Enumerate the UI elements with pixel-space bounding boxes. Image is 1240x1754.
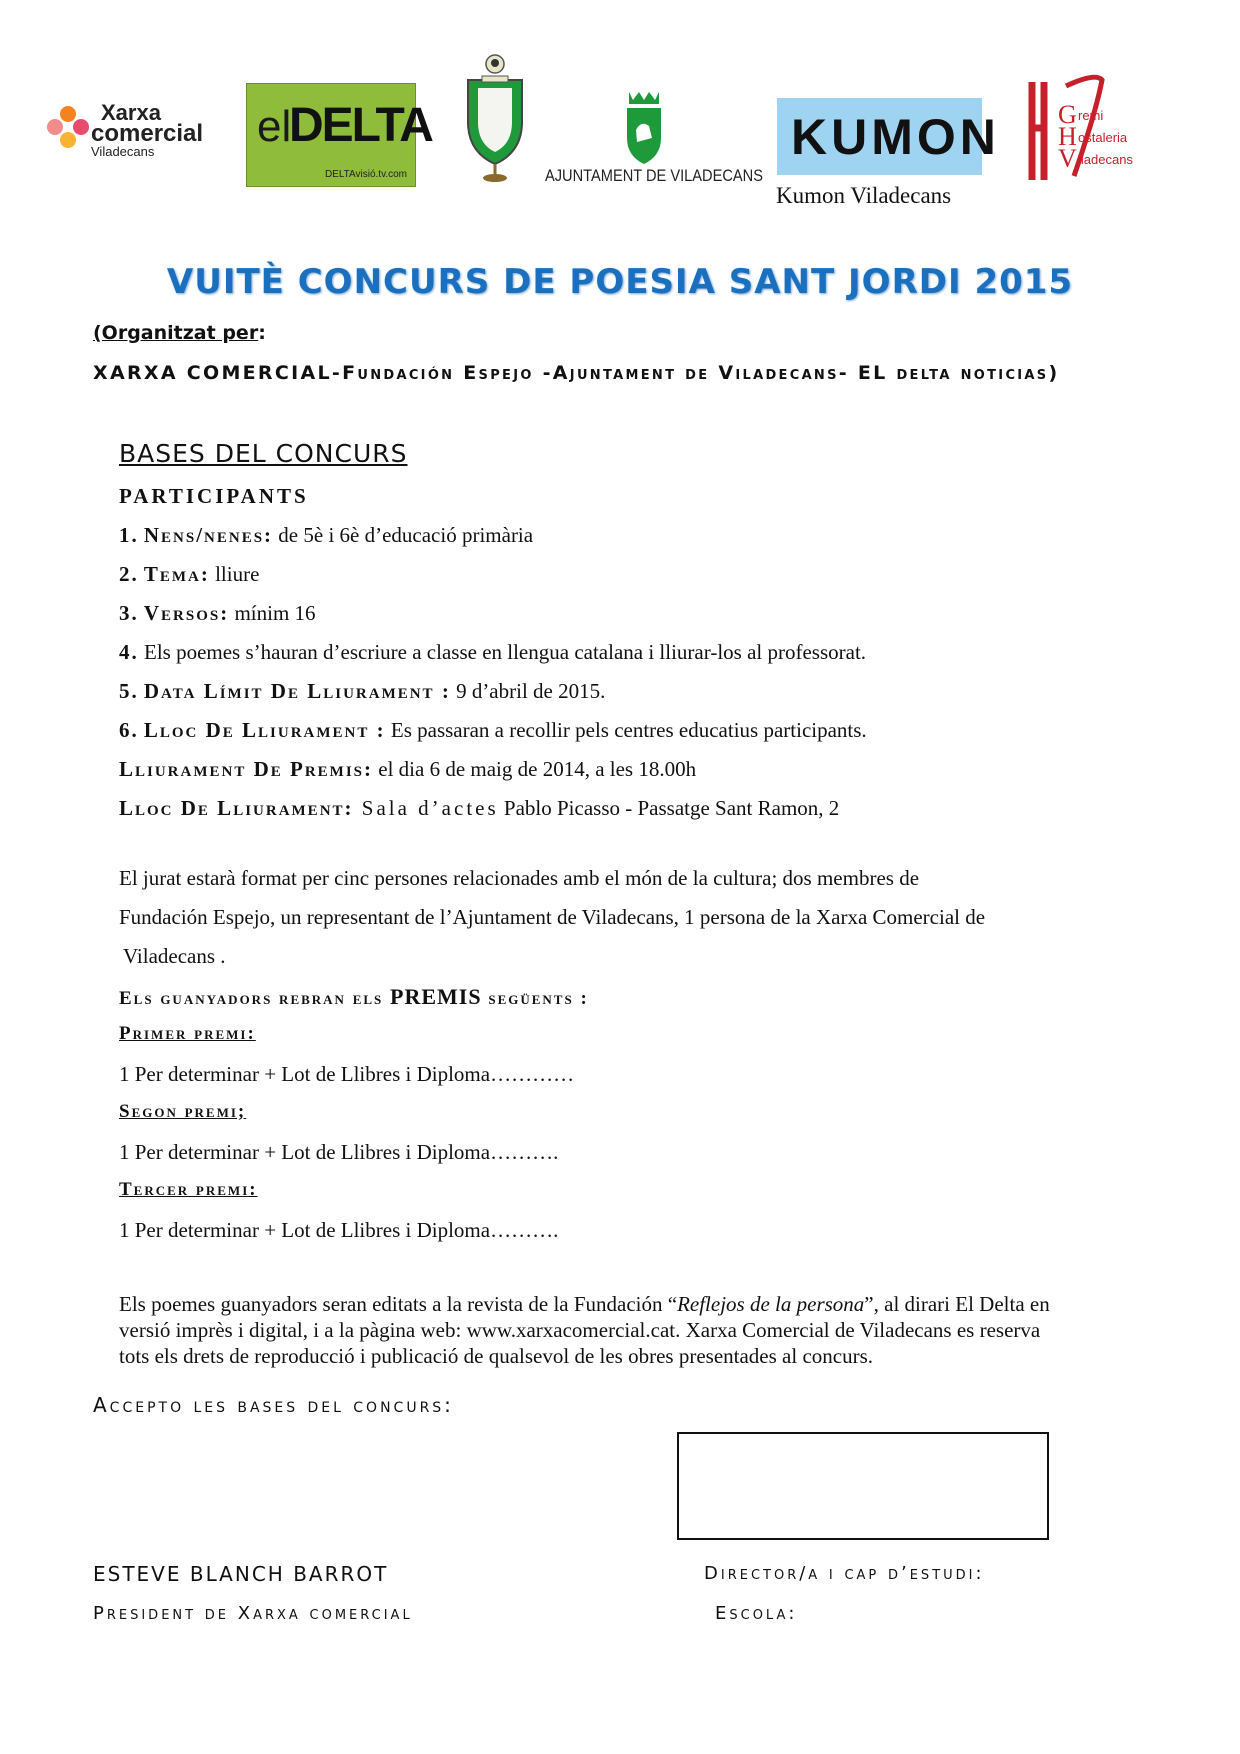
- xarxa-line1: Xarxa: [101, 100, 161, 125]
- winners-heading: [119, 984, 589, 1010]
- kumon-text: KUMON: [791, 109, 1000, 165]
- prize-3-text: 1 Per determinar + Lot de Llibres i Diploma……….: [119, 1218, 559, 1242]
- winners-b: PREMIS: [390, 984, 482, 1009]
- item-text: Els poemes s’hauran d’escriure a classe en llengua catalana i lliurar-los al professorat.: [138, 640, 867, 664]
- kumon-logo: [777, 98, 1000, 175]
- place-delivery-spaced: Sala d’actes: [353, 796, 499, 820]
- item-3: [119, 601, 316, 626]
- prize-2-label: Segon premi;: [119, 1101, 247, 1122]
- gremi-g: G: [1058, 100, 1077, 129]
- jury-line-2: Fundación Espejo, un representant de l’Ajuntament de Viladecans, 1 persona de la Xarxa Comercial de: [119, 905, 986, 929]
- xarxa-comercial-logo: [45, 100, 225, 160]
- item-num: 5.: [119, 679, 139, 703]
- signatory-name: ESTEVE BLANCH BARROT: [93, 1562, 389, 1586]
- closing-b: Reflejos de la persona: [677, 1292, 865, 1316]
- page-title: VUITÈ CONCURS DE POESIA SANT JORDI 2015: [166, 262, 1074, 302]
- ajuntament-logo: [540, 88, 763, 188]
- organized-by: [93, 322, 266, 344]
- organizers-line: XARXA COMERCIAL-Fundación Espejo -Ajuntament de Viladecans- EL delta noticias): [93, 362, 1060, 384]
- item-label: Tema:: [143, 562, 210, 586]
- kumon-caption: Kumon Viladecans: [776, 183, 952, 208]
- prize-3-label: Tercer premi:: [119, 1179, 258, 1200]
- item-label: Nens/nenes:: [143, 523, 274, 547]
- xarxa-flower-icon: [45, 104, 91, 150]
- gremi-l2: ostaleria: [1078, 130, 1128, 145]
- jury-line-1: El jurat estarà format per cinc persones relacionades amb el món de la cultura; dos membres de: [119, 866, 920, 890]
- place-delivery-text: Pablo Picasso - Passatge Sant Ramon, 2: [498, 796, 840, 820]
- el-delta-sub: DELTAvisió.tv.com: [324, 169, 407, 180]
- item-num: 1.: [119, 523, 139, 547]
- el-delta-logo: [246, 83, 432, 187]
- prize-1-text: 1 Per determinar + Lot de Llibres i Diploma…………: [119, 1062, 575, 1086]
- item-num: 4.: [119, 640, 139, 664]
- item-label: Versos:: [143, 601, 230, 625]
- ajuntament-crest-icon: [619, 88, 669, 166]
- organized-label: (Organitzat per: [93, 322, 259, 344]
- closing-c: ”, al dirari El Delta en: [864, 1292, 1050, 1316]
- prize-delivery-text: el dia 6 de maig de 2014, a les 18.00h: [373, 757, 697, 781]
- item-5: [119, 679, 605, 704]
- gremi-hostaleria-logo: [1026, 72, 1156, 184]
- item-label: Data Límit De Lliurament :: [143, 679, 451, 703]
- item-label: Lloc De Lliurament :: [143, 718, 386, 742]
- prize-1-label: Primer premi:: [119, 1023, 256, 1044]
- winners-c: següents :: [481, 988, 589, 1009]
- item-6: [119, 718, 867, 743]
- item-text: de 5è i 6è d’educació primària: [273, 523, 534, 547]
- gremi-v: V: [1058, 144, 1077, 173]
- closing-line-2: versió imprès i digital, i a la pàgina web: www.xarxacomercial.cat. Xarxa Comercial de Viladecans es reserva: [119, 1318, 1041, 1342]
- winners-a: Els guanyadors rebran els: [119, 988, 391, 1009]
- item-num: 6.: [119, 718, 139, 742]
- item-4: [119, 640, 866, 665]
- signature-box[interactable]: [677, 1432, 1049, 1540]
- el-delta-word1: el: [257, 102, 292, 151]
- director-label: Director/a i cap d’estudi:: [704, 1563, 985, 1584]
- jury-line-3: Viladecans .: [123, 944, 226, 968]
- shield-logo-icon: [462, 52, 528, 184]
- item-text: Es passaran a recollir pels centres educatius participants.: [385, 718, 867, 742]
- item-text: lliure: [209, 562, 260, 586]
- item-1: [119, 523, 533, 548]
- item-num: 2.: [119, 562, 139, 586]
- gremi-l1: remi: [1078, 108, 1104, 123]
- bases-title: BASES DEL CONCURS: [119, 439, 408, 468]
- prize-delivery: [119, 757, 696, 782]
- accept-label: Accepto les bases del concurs:: [93, 1393, 454, 1417]
- prize-delivery-label: Lliurament De Premis:: [119, 757, 374, 781]
- place-delivery-label: Lloc De Lliurament:: [119, 796, 354, 820]
- item-2: [119, 562, 259, 587]
- gremi-h: H: [1058, 122, 1077, 151]
- organized-colon: :: [258, 322, 266, 344]
- place-delivery: [119, 796, 839, 821]
- xarxa-line2: comercial: [91, 120, 204, 147]
- item-text: 9 d’abril de 2015.: [450, 679, 606, 703]
- item-text: mínim 16: [229, 601, 316, 625]
- school-label: Escola:: [715, 1603, 798, 1624]
- participants-title: PARTICIPANTS: [119, 484, 309, 508]
- item-num: 3.: [119, 601, 139, 625]
- gremi-l3: iladecans: [1078, 152, 1133, 167]
- signatory-role: President de Xarxa comercial: [93, 1603, 413, 1624]
- ajuntament-text: AJUNTAMENT DE VILADECANS: [545, 166, 763, 185]
- el-delta-word2: DELTA: [289, 99, 432, 152]
- prize-2-text: 1 Per determinar + Lot de Llibres i Diploma……….: [119, 1140, 559, 1164]
- closing-line-1: [119, 1292, 1050, 1317]
- xarxa-line3: Viladecans: [91, 144, 155, 159]
- closing-line-3: tots els drets de reproducció i publicació de qualsevol de les obres presentades al concurs.: [119, 1344, 874, 1368]
- closing-a: Els poemes guanyadors seran editats a la revista de la Fundación “: [119, 1292, 678, 1316]
